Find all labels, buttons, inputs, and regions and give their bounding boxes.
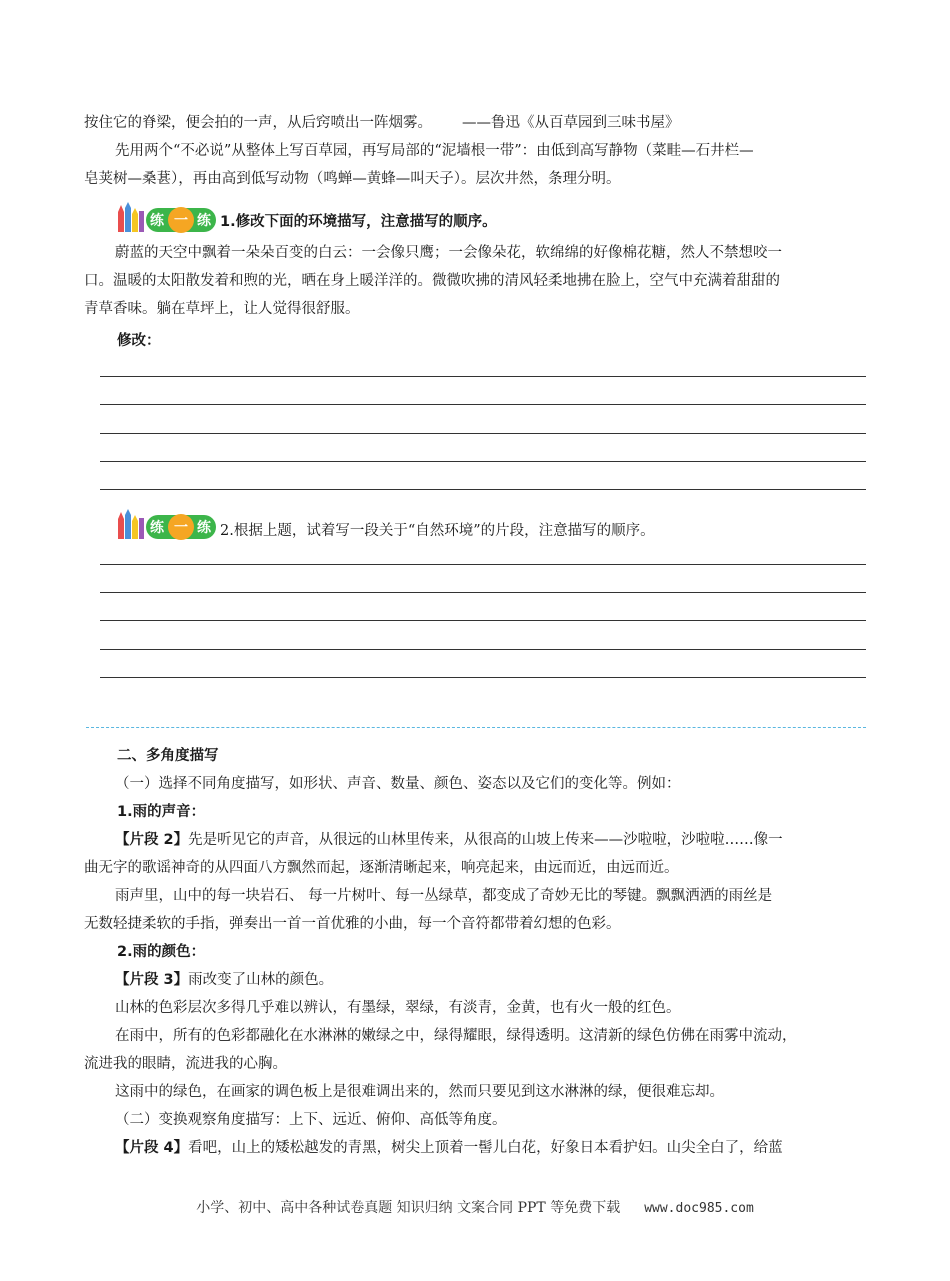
section2-sub2: （二）变换观察角度描写：上下、远近、俯仰、高低等角度。 <box>115 1112 507 1128</box>
footer-url[interactable]: www.doc985.com <box>644 1201 754 1216</box>
fragment3-text: 雨改变了山林的颜色。 <box>188 972 334 988</box>
analysis-line-1: 先用两个“不必说”从整体上写百草园，再写局部的“泥墙根一带”：由低到高写静物（菜畦—石井栏— <box>115 143 754 159</box>
quote-source: ——鲁迅《从百草园到三味书屋》 <box>462 115 680 131</box>
practice-badge-icon <box>114 509 218 541</box>
answer-line[interactable] <box>100 433 866 434</box>
exercise1-title: 1.修改下面的环境描写，注意描写的顺序。 <box>220 214 497 230</box>
answer-line[interactable] <box>100 376 866 377</box>
section2-sub1: （一）选择不同角度描写，如形状、声音、数量、颜色、姿态以及它们的变化等。例如： <box>115 776 681 792</box>
revise-label: 修改： <box>117 333 161 349</box>
answer-line[interactable] <box>100 592 866 593</box>
svg-text:练: 练 <box>150 213 164 229</box>
heading-rain-color: 2.雨的颜色： <box>117 944 206 960</box>
answer-line[interactable] <box>100 461 866 462</box>
fragment3-line-1 <box>115 970 870 990</box>
answer-line[interactable] <box>100 677 866 678</box>
fragment4-text: 看吧，山上的矮松越发的青黑，树尖上顶着一髻儿白花，好象日本看护妇。山尖全白了，给蓝 <box>188 1140 783 1156</box>
heading-rain-sound: 1.雨的声音： <box>117 804 206 820</box>
quote-line <box>84 113 870 133</box>
fragment4-line-1 <box>115 1138 870 1158</box>
fragment3-line-2: 山林的色彩层次多得几乎难以辨认，有墨绿，翠绿，有淡青，金黄，也有火一般的红色。 <box>115 1000 681 1016</box>
fragment2-line-1 <box>115 830 870 850</box>
analysis-line-2: 皂荚树—桑葚），再由高到低写动物（鸣蝉—黄蜂—叫天子）。层次井然，条理分明。 <box>84 171 621 187</box>
exercise1-text-3: 青草香味。躺在草坪上，让人觉得很舒服。 <box>84 301 360 317</box>
fragment4-label: 【片段 4】 <box>115 1140 189 1156</box>
exercise1-text-2: 口。温暖的太阳散发着和煦的光，晒在身上暖洋洋的。微微吹拂的清风轻柔地拂在脸上，空气中充满着甜甜的 <box>84 273 780 289</box>
answer-line[interactable] <box>100 649 866 650</box>
answer-line[interactable] <box>100 620 866 621</box>
fragment3-line-5: 这雨中的绿色，在画家的调色板上是很难调出来的，然而只要见到这水淋淋的绿，便很难忘却。 <box>115 1084 724 1100</box>
fragment2-text: 先是听见它的声音，从很远的山林里传来，从很高的山坡上传来——沙啦啦，沙啦啦……像一 <box>188 832 783 848</box>
fragment3-line-4: 流进我的眼睛，流进我的心胸。 <box>84 1056 287 1072</box>
footer <box>0 1197 950 1217</box>
svg-text:一: 一 <box>174 520 188 536</box>
svg-text:练: 练 <box>197 213 211 229</box>
quote-text: 按住它的脊梁，便会拍的一声，从后窍喷出一阵烟雾。 <box>84 115 432 131</box>
footer-text: 小学、初中、高中各种试卷真题 知识归纳 文案合同 PPT 等免费下载 <box>196 1200 621 1216</box>
svg-text:练: 练 <box>150 520 164 536</box>
section-divider <box>86 727 866 728</box>
exercise2-title: 2.根据上题，试着写一段关于“自然环境”的片段，注意描写的顺序。 <box>220 523 655 539</box>
fragment2-line-4: 无数轻捷柔软的手指，弹奏出一首一首优雅的小曲，每一个音符都带着幻想的色彩。 <box>84 916 621 932</box>
answer-line[interactable] <box>100 564 866 565</box>
answer-line[interactable] <box>100 404 866 405</box>
fragment3-label: 【片段 3】 <box>115 972 189 988</box>
fragment2-line-2: 曲无字的歌谣神奇的从四面八方飘然而起，逐渐清晰起来，响亮起来，由远而近，由远而近。 <box>84 860 679 876</box>
fragment2-label: 【片段 2】 <box>115 832 189 848</box>
practice-badge-icon <box>114 202 218 234</box>
section2-heading: 二、多角度描写 <box>117 748 219 764</box>
answer-line[interactable] <box>100 489 866 490</box>
fragment2-line-3: 雨声里，山中的每一块岩石、 每一片树叶、每一丛绿草，都变成了奇妙无比的琴键。飘飘洒洒的雨丝是 <box>115 888 773 904</box>
fragment3-line-3: 在雨中，所有的色彩都融化在水淋淋的嫩绿之中，绿得耀眼，绿得透明。这清新的绿色仿佛在雨雾中流动， <box>115 1028 797 1044</box>
svg-text:练: 练 <box>197 520 211 536</box>
svg-text:一: 一 <box>174 213 188 229</box>
exercise1-text-1: 蔚蓝的天空中飘着一朵朵百变的白云：一会像只鹰；一会像朵花，软绵绵的好像棉花糖，然人不禁想咬一 <box>115 245 782 261</box>
